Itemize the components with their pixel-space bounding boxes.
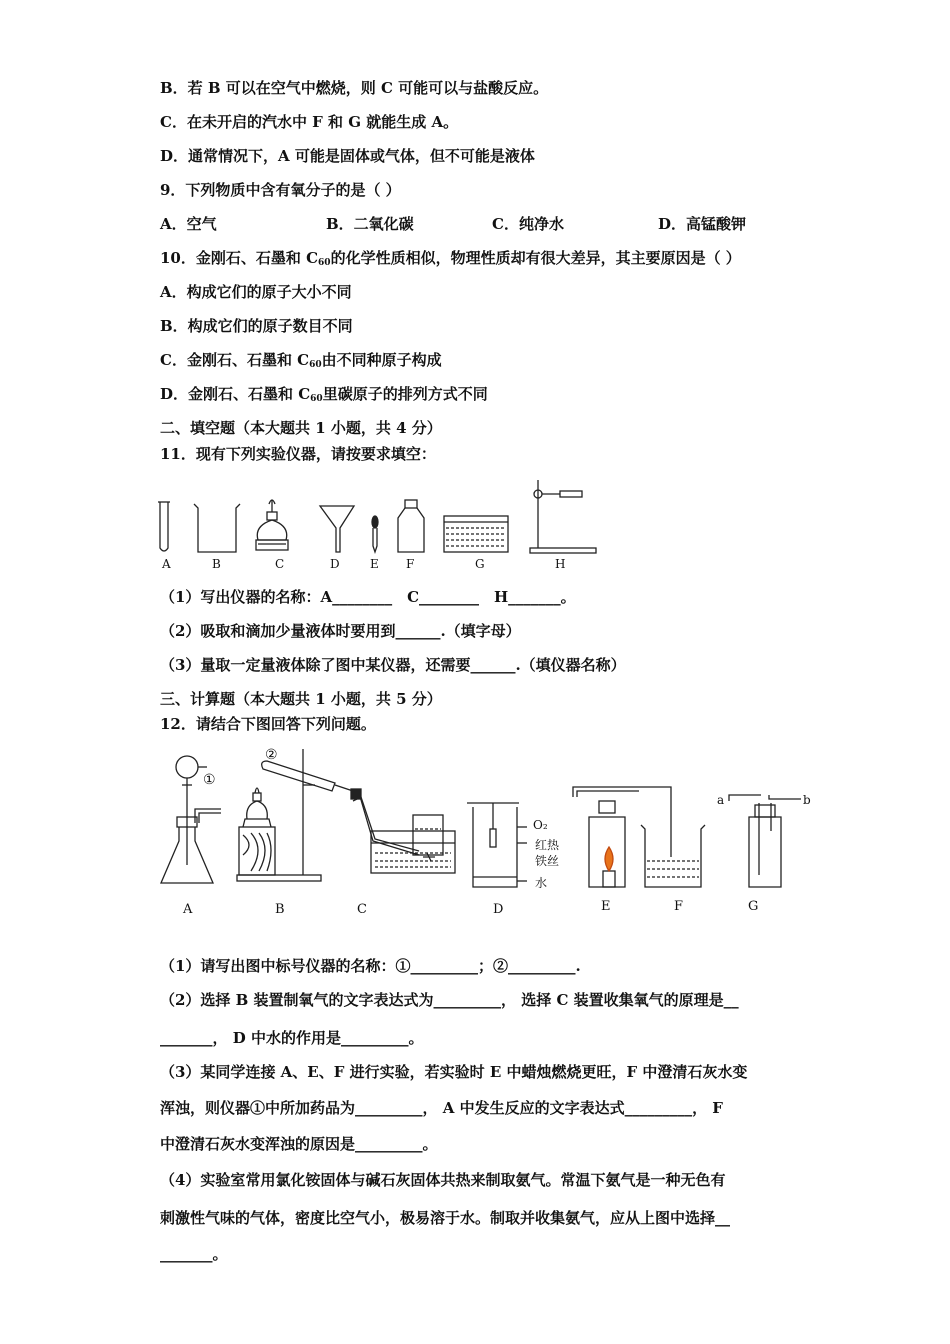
q12-d-label-water: 水 xyxy=(535,876,548,890)
beaker-icon xyxy=(194,504,240,552)
q12-part-1: （1）请写出图中标号仪器的名称：①_________；②_________. xyxy=(160,957,581,975)
q9-option: D．高锰酸钾 xyxy=(658,215,747,233)
funnel-icon xyxy=(320,506,354,552)
apparatus-d-icon xyxy=(467,803,527,887)
q8-option-d: D．通常情况下，A 可能是固体或气体，但不可能是液体 xyxy=(160,147,535,165)
q9-option: B．二氧化碳 xyxy=(326,215,414,233)
apparatus-g-icon xyxy=(729,795,801,887)
q11-label-h: H xyxy=(555,557,566,571)
q11-label-c: C xyxy=(275,557,285,571)
q12-part-2-line-1: （2）选择 B 装置制氧气的文字表达式为_________， 选择 C 装置收集氧气的原理是__ xyxy=(160,991,739,1009)
water-trough-icon xyxy=(444,516,508,552)
q11-stem: 11．现有下列实验仪器，请按要求填空： xyxy=(160,445,436,463)
reagent-bottle-icon xyxy=(398,500,424,552)
iron-stand-icon xyxy=(530,480,596,553)
q12-label-b: B xyxy=(275,902,285,917)
q9-options xyxy=(160,214,746,234)
q12-label-g: G xyxy=(748,899,759,914)
dropper-icon xyxy=(372,516,378,552)
q11-label-f: F xyxy=(406,557,415,571)
q12-label-a: A xyxy=(183,902,193,917)
apparatus-c-icon xyxy=(351,789,455,873)
test-tube-icon xyxy=(158,502,170,551)
q12-part-3-line-3: 中澄清石灰水变浑浊的原因是_________。 xyxy=(160,1135,438,1153)
q10-option-d: D．金刚石、石墨和 $C_{60}$里碳原子的排列方式不同 xyxy=(160,385,488,404)
q10-stem: 10．金刚石、石墨和 $C_{60}$的化学性质相似，物理性质却有很大差异，其主要原因是（ ） xyxy=(160,249,741,268)
q11-label-a: A xyxy=(162,557,171,571)
q12-label-c: C xyxy=(357,902,367,917)
q9-stem: 9．下列物质中含有氧分子的是（ ） xyxy=(160,181,401,199)
q12-part-3-line-2: 浑浊，则仪器①中所加药品为_________， A 中发生反应的文字表达式_________， F xyxy=(160,1099,723,1117)
section-2-heading: 二、填空题（本大题共 1 小题，共 4 分） xyxy=(160,419,442,437)
q12-d-label-wire-2: 铁丝 xyxy=(535,854,560,868)
q12-label-f: F xyxy=(674,899,684,914)
q10-option-b: B．构成它们的原子数目不同 xyxy=(160,317,353,335)
q12-label-e: E xyxy=(601,899,611,914)
q12-d-label-wire-1: 红热 xyxy=(535,838,560,852)
q8-option-b: B．若 B 可以在空气中燃烧，则 C 可能可以与盐酸反应。 xyxy=(160,79,549,97)
q12-part-4-line-1: （4）实验室常用氯化铵固体与碱石灰固体共热来制取氨气。常温下氨气是一种无色有 xyxy=(160,1171,726,1189)
q8-option-c: C．在未开启的汽水中 F 和 G 就能生成 A。 xyxy=(160,113,459,131)
q10-option-c: C．金刚石、石墨和 $C_{60}$由不同种原子构成 xyxy=(160,351,442,370)
q12-marker-2: ② xyxy=(265,747,278,763)
q9-option: C．纯净水 xyxy=(492,215,564,233)
q11-part-3: （3）量取一定量液体除了图中某仪器，还需要______.（填仪器名称） xyxy=(160,656,626,674)
q12-part-2-line-2: _______， D 中水的作用是_________。 xyxy=(160,1029,424,1047)
apparatus-f-icon xyxy=(639,787,705,887)
apparatus-e-icon xyxy=(573,787,639,887)
q11-label-e: E xyxy=(370,557,379,571)
q12-part-4-line-3: _______。 xyxy=(160,1245,228,1263)
q11-label-b: B xyxy=(212,557,221,571)
q12-d-label-o2: O₂ xyxy=(533,818,548,832)
q11-label-g: G xyxy=(475,557,485,571)
q12-part-3-line-1: （3）某同学连接 A、E、F 进行实验，若实验时 E 中蜡烛燃烧更旺，F 中澄清石灰水变 xyxy=(160,1063,748,1081)
apparatus-b-icon xyxy=(237,749,353,881)
q12-part-4-line-2: 刺激性气味的气体，密度比空气小，极易溶于水。制取并收集氨气，应从上图中选择__ xyxy=(160,1209,731,1227)
q12-marker-1: ① xyxy=(203,772,216,788)
q12-label-d: D xyxy=(493,902,504,917)
q12-apparatus-figure xyxy=(155,745,815,895)
q12-stem: 12．请结合下图回答下列问题。 xyxy=(160,715,376,733)
q9-option: A．空气 xyxy=(160,215,217,233)
q11-label-d: D xyxy=(330,557,340,571)
q12-g-port-a: a xyxy=(717,793,725,807)
alcohol-lamp-icon xyxy=(256,500,288,550)
q11-part-2: （2）吸取和滴加少量液体时要用到______.（填字母） xyxy=(160,622,521,640)
q12-g-port-b: b xyxy=(803,793,811,807)
section-3-heading: 三、计算题（本大题共 1 小题，共 5 分） xyxy=(160,690,442,708)
q10-option-a: A．构成它们的原子大小不同 xyxy=(160,283,352,301)
q11-part-1: （1）写出仪器的名称：A________ C________ H_______。 xyxy=(160,588,576,606)
